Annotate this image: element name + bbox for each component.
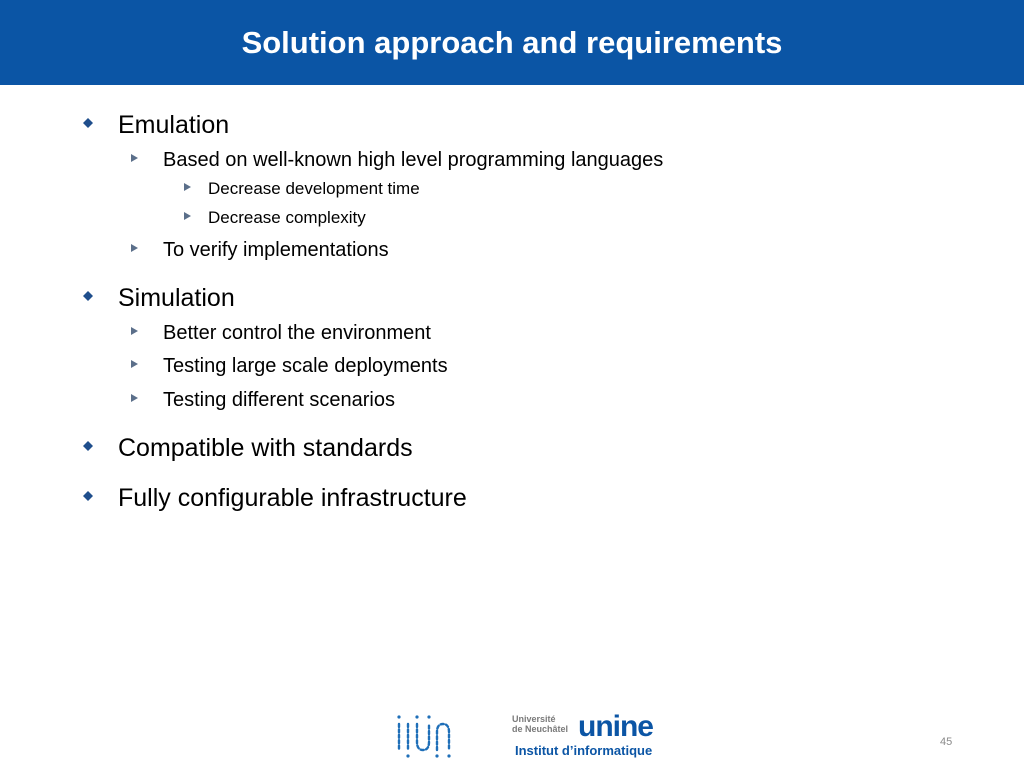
triangle-right-icon [182, 211, 192, 221]
outline-item-level-3 [208, 179, 420, 199]
triangle-right-icon [129, 359, 139, 369]
unine-logo [512, 712, 652, 762]
outline-item-level-1 [118, 283, 235, 313]
outline-item-label: To verify implementations [163, 238, 389, 261]
outline-item-label: Fully configurable infrastructure [118, 483, 467, 512]
outline-item-label: Based on well-known high level programming languages [163, 148, 664, 171]
outline-item-label: Decrease development time [208, 179, 420, 198]
triangle-right-icon [129, 393, 139, 403]
outline-item-label: Testing different scenarios [163, 388, 395, 411]
outline-item-label: Compatible with standards [118, 433, 413, 462]
unine-logo-line1: Université [512, 714, 556, 724]
outline-item-level-2 [163, 148, 663, 172]
diamond-icon [82, 440, 94, 452]
page-number: 45 [940, 736, 953, 748]
slide-title: Solution approach and requirements [241, 24, 783, 60]
outline-item-level-2 [163, 354, 448, 378]
outline-item-level-2 [163, 321, 431, 345]
outline-item-level-2 [163, 238, 389, 262]
outline-item-label: Better control the environment [163, 321, 431, 344]
institut-label: Institut d’informatique [515, 743, 653, 758]
outline-item-level-2 [163, 388, 395, 412]
triangle-right-icon [129, 153, 139, 163]
outline-item-level-1 [118, 483, 467, 513]
outline-item-level-3 [208, 208, 366, 228]
triangle-right-icon [182, 182, 192, 192]
diamond-icon [82, 290, 94, 302]
unine-brand: unine [578, 710, 653, 743]
triangle-right-icon [129, 326, 139, 336]
outline-item-level-1 [118, 433, 413, 463]
diamond-icon [82, 490, 94, 502]
outline-item-label: Simulation [118, 283, 235, 312]
diamond-icon [82, 117, 94, 129]
outline-item-level-1 [118, 110, 229, 140]
unine-logo-line2: de Neuchâtel [512, 724, 569, 734]
outline-item-label: Decrease complexity [208, 208, 366, 227]
iiun-logo-icon [392, 710, 452, 760]
triangle-right-icon [129, 243, 139, 253]
outline-item-label: Testing large scale deployments [163, 354, 448, 377]
outline-item-label: Emulation [118, 110, 230, 139]
